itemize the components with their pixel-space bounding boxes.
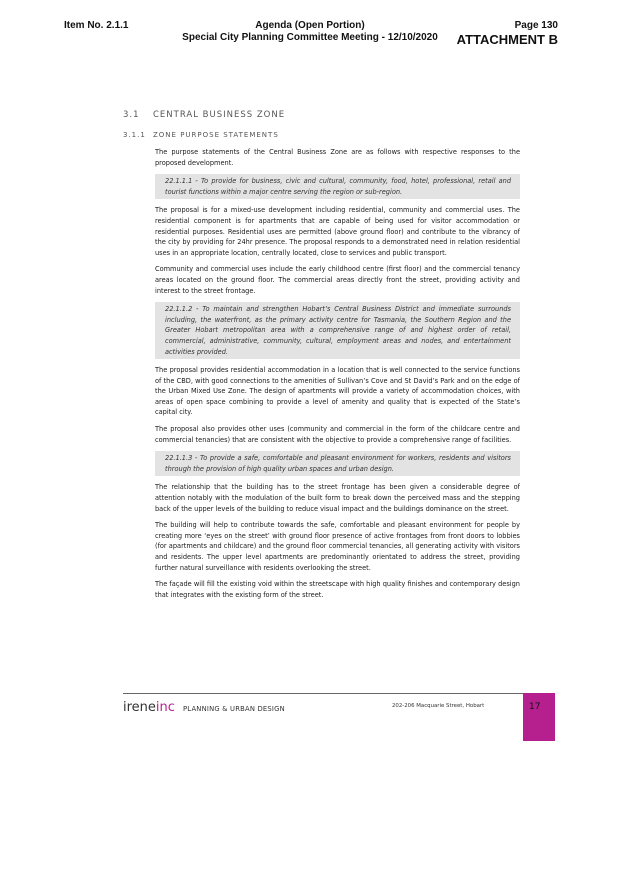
footer-address: 202-206 Macquarie Street, Hobart (392, 703, 485, 709)
meeting-title: Special City Planning Committee Meeting - 12/10/2020 (182, 32, 438, 43)
purpose-statement-quote: 22.1.1.1 - To provide for business, civic and cultural, community, food, hotel, professional, retail and tourist functions within a major centre serving the region or sub-region. (155, 174, 520, 199)
page-label: Page 130 (514, 20, 558, 31)
brand-subtitle: PLANNING & URBAN DESIGN (183, 705, 285, 713)
brand-inc: inc (155, 700, 175, 715)
section-number: 3.1 (123, 110, 140, 120)
subsection-number: 3.1.1 (123, 131, 146, 139)
paragraph: The façade will fill the existing void within the streetscape with high quality finishes and contemporary design that integrates with the existing form of the street. (155, 580, 520, 599)
subsection-title: ZONE PURPOSE STATEMENTS (153, 131, 279, 139)
agenda-title: Agenda (Open Portion) (255, 20, 365, 31)
purpose-statement-quote: 22.1.1.3 - To provide a safe, comfortable and pleasant environment for workers, residents and visitors through the provision of high quality urban spaces and urban design. (155, 451, 520, 476)
page-header (0, 0, 622, 48)
paragraph: The proposal is for a mixed-use development including residential, community and commercial uses. The residential component is for apartments that are capable of being used for visitor accommodation or residential purposes. Residential uses are permitted (above ground floor) and contribute to the vibrancy of the city by providing for 24hr presence. The proposal responds to a demonstrated need in relation residential uses in an appropriate location, centrally located, close to services and public transport. (155, 206, 520, 257)
brand-logo (123, 696, 285, 715)
page-info (457, 20, 558, 48)
meeting-info (160, 20, 460, 44)
subsection-heading (123, 131, 279, 139)
brand-irene: irene (123, 700, 156, 715)
paragraph: Community and commercial uses include the early childhood centre (first floor) and the commercial tenancy areas located on the ground floor. The commercial areas directly front the street, providing activity and interest to the street frontage. (155, 265, 520, 295)
page-number: 17 (529, 702, 541, 712)
paragraph: The purpose statements of the Central Business Zone are as follows with respective responses to the proposed development. (155, 148, 520, 167)
paragraph: The proposal provides residential accommodation in a location that is well connected to the service functions of the CBD, with good connections to the amenities of Sullivan’s Cove and St David’s Park and on the edge of the Urban Mixed Use Zone. The design of apartments will provide a variety of accommodation choices, with areas of open space combining to provide a level of amenity and quality that is expected of the State’s capital city. (155, 366, 520, 417)
paragraph: The building will help to contribute towards the safe, comfortable and pleasant environment for people by creating more ‘eyes on the street’ with ground floor presence of active frontages from front doors to lobbies (for apartments and childcare) and the ground floor commercial tenancies, all generating activity with visitors and residents. The upper level apartments are predominantly orientated to address the street, providing further natural surveillance with residents overlooking the street. (155, 521, 520, 572)
paragraph: The proposal also provides other uses (community and commercial in the form of the childcare centre and commercial tenancies) that are consistent with the objective to provide a comprehensive range of facilities. (155, 425, 520, 444)
footer-divider (123, 693, 523, 694)
paragraph: The relationship that the building has to the street frontage has been given a considerable degree of attention notably with the modulation of the built form to break down the perceived mass and the stepping back of the upper levels of the building to reduce visual impact and the buildings dominance on the street. (155, 483, 520, 513)
attachment-label: ATTACHMENT B (456, 32, 558, 47)
page-number-box (523, 693, 555, 741)
item-number: Item No. 2.1.1 (64, 20, 129, 31)
document-body (155, 147, 520, 606)
section-heading (123, 110, 285, 120)
section-title: CENTRAL BUSINESS ZONE (153, 110, 286, 120)
purpose-statement-quote: 22.1.1.2 - To maintain and strengthen Hobart’s Central Business District and immediate surrounds including, the waterfront, as the primary activity centre for Tasmania, the Southern Region and the Greater Hobart metropolitan area with a comprehensive range of and highest order of retail, commercial, administrative, community, cultural, employment areas and nodes, and entertainment activities provided. (155, 302, 520, 359)
